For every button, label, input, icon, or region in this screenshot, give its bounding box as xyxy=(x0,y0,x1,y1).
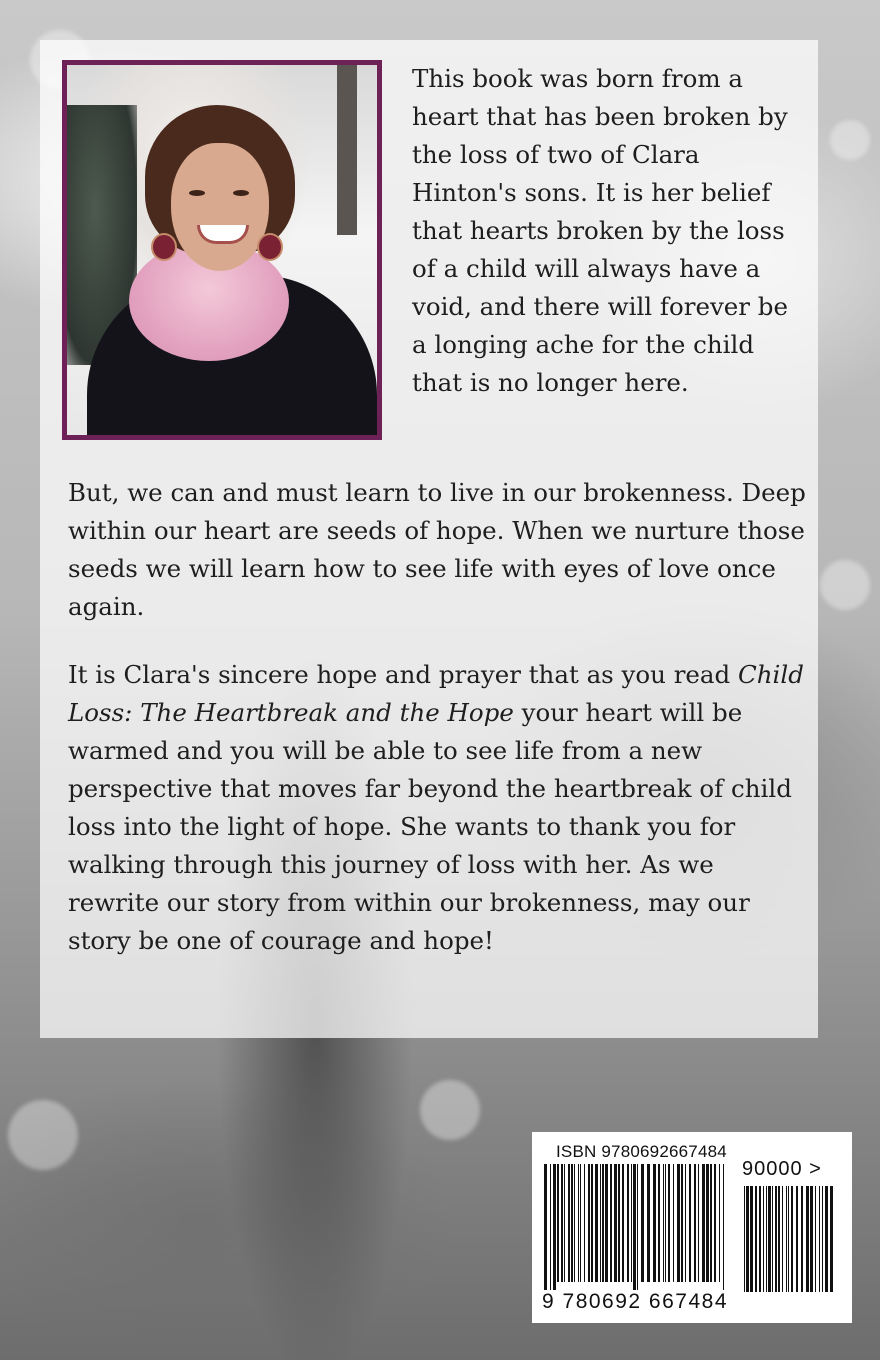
barcode-bar xyxy=(580,1164,581,1282)
barcode-bar xyxy=(658,1164,660,1282)
barcode-bar xyxy=(759,1186,761,1292)
barcode-bar xyxy=(653,1164,656,1282)
bokeh-light xyxy=(8,1100,78,1170)
author-face xyxy=(171,143,269,271)
barcode-bar xyxy=(571,1164,573,1282)
barcode-bar xyxy=(786,1186,787,1292)
barcode-bar xyxy=(775,1186,777,1292)
book-title: Child Loss: The Heartbreak and the Hope xyxy=(68,660,804,727)
earring-left xyxy=(151,233,177,261)
barcode-bar xyxy=(694,1164,696,1282)
hope-paragraph-end: your heart will be warmed and you will be able to see life from a new perspective that moves far beyond the heartbreak of child loss into the light of hope. She wants to thank you for walking through this journey of loss with her. As we rewrite our story from within our brokenness, may our story be one of courage and hope! xyxy=(68,698,792,955)
barcode-bar xyxy=(595,1164,598,1282)
barcode-bar xyxy=(796,1186,798,1292)
barcode-bar xyxy=(822,1186,823,1292)
barcode-bar xyxy=(772,1186,773,1292)
barcode-bar xyxy=(788,1186,789,1292)
barcode-bar xyxy=(706,1164,709,1282)
isbn-label: ISBN 9780692667484 xyxy=(556,1142,727,1161)
barcode-bar xyxy=(719,1164,720,1282)
barcode-bar xyxy=(637,1164,638,1294)
barcode-bar xyxy=(647,1164,650,1282)
barcode-bar xyxy=(568,1164,570,1282)
barcode-bar xyxy=(714,1164,716,1282)
barcode-bar xyxy=(618,1164,620,1282)
barcode-bar xyxy=(561,1164,563,1282)
barcode-bar xyxy=(681,1164,683,1282)
barcode-bar xyxy=(744,1186,745,1292)
barcode-bar xyxy=(574,1164,575,1282)
earring-right xyxy=(257,233,283,261)
barcode-bar xyxy=(791,1186,793,1292)
barcode-bar xyxy=(641,1164,644,1282)
barcode-bar xyxy=(673,1164,674,1282)
author-photo xyxy=(62,60,382,440)
barcode-bar xyxy=(723,1164,724,1294)
barcode-bar xyxy=(557,1164,559,1282)
barcode-bar xyxy=(710,1164,712,1282)
barcode-bar xyxy=(602,1164,604,1282)
barcode-bar xyxy=(633,1164,636,1294)
barcode-bar xyxy=(578,1164,579,1282)
barcode-bar xyxy=(702,1164,705,1282)
barcode-bar xyxy=(622,1164,624,1282)
brokenness-paragraph: But, we can and must learn to live in our brokenness. Deep within our heart are seeds of hope. When we nurture those seeds we will learn how to see life with eyes of love once again. xyxy=(68,478,806,621)
barcode-bar xyxy=(614,1164,617,1282)
bokeh-light xyxy=(830,120,870,160)
tree-trunk-right xyxy=(337,65,357,235)
isbn-digits: 9 780692 667484 xyxy=(542,1290,728,1313)
barcode-bar xyxy=(591,1164,593,1282)
author-eye-right xyxy=(233,190,249,196)
barcode-bar xyxy=(605,1164,608,1282)
barcode-bar xyxy=(564,1164,565,1282)
barcode-bar xyxy=(685,1164,686,1282)
barcode-bar xyxy=(610,1164,612,1282)
barcode-bar xyxy=(588,1164,590,1282)
barcode-bar xyxy=(763,1186,764,1292)
barcode-bar xyxy=(665,1164,666,1282)
barcode-bar xyxy=(750,1186,753,1292)
barcode-bar xyxy=(550,1164,551,1294)
intro-paragraph: This book was born from a heart that has been broken by the loss of two of Clara Hinton's sons. It is her belief that hearts broken by the loss of a child will always have a void, and there will forever be a longing ache for the child that is no longer here. xyxy=(412,64,788,397)
barcode-bar xyxy=(698,1164,699,1282)
barcode-bar xyxy=(766,1186,767,1292)
barcode-bar xyxy=(825,1186,828,1292)
barcode-bar xyxy=(689,1164,691,1282)
addon-barcode-bars xyxy=(742,1186,834,1304)
ean-barcode-bars xyxy=(542,1164,730,1294)
bokeh-light xyxy=(820,560,870,610)
hope-paragraph-start: It is Clara's sincere hope and prayer that as you read xyxy=(68,660,738,689)
barcode-bar xyxy=(668,1164,670,1282)
barcode-bar xyxy=(746,1186,749,1292)
barcode-bar xyxy=(768,1186,771,1292)
bokeh-light xyxy=(420,1080,480,1140)
barcode-bar xyxy=(806,1186,809,1292)
barcode-bar xyxy=(553,1164,556,1294)
price-code: 90000 > xyxy=(742,1158,822,1180)
isbn-barcode-box xyxy=(532,1132,852,1323)
barcode-bar xyxy=(663,1164,664,1282)
barcode-bar xyxy=(600,1164,601,1282)
barcode-bar xyxy=(584,1164,585,1282)
barcode-bar xyxy=(755,1186,757,1292)
barcode-bar xyxy=(782,1186,783,1292)
barcode-bar xyxy=(544,1164,547,1294)
barcode-bar xyxy=(810,1186,813,1292)
barcode-bar xyxy=(815,1186,816,1292)
barcode-bar xyxy=(778,1186,780,1292)
barcode-bar xyxy=(801,1186,803,1292)
barcode-bar xyxy=(677,1164,680,1282)
barcode-bar xyxy=(627,1164,629,1282)
barcode-bar xyxy=(819,1186,820,1292)
hope-paragraph xyxy=(68,656,808,960)
barcode-bar xyxy=(830,1186,833,1292)
barcode-bar xyxy=(631,1164,632,1282)
author-eye-left xyxy=(189,190,205,196)
